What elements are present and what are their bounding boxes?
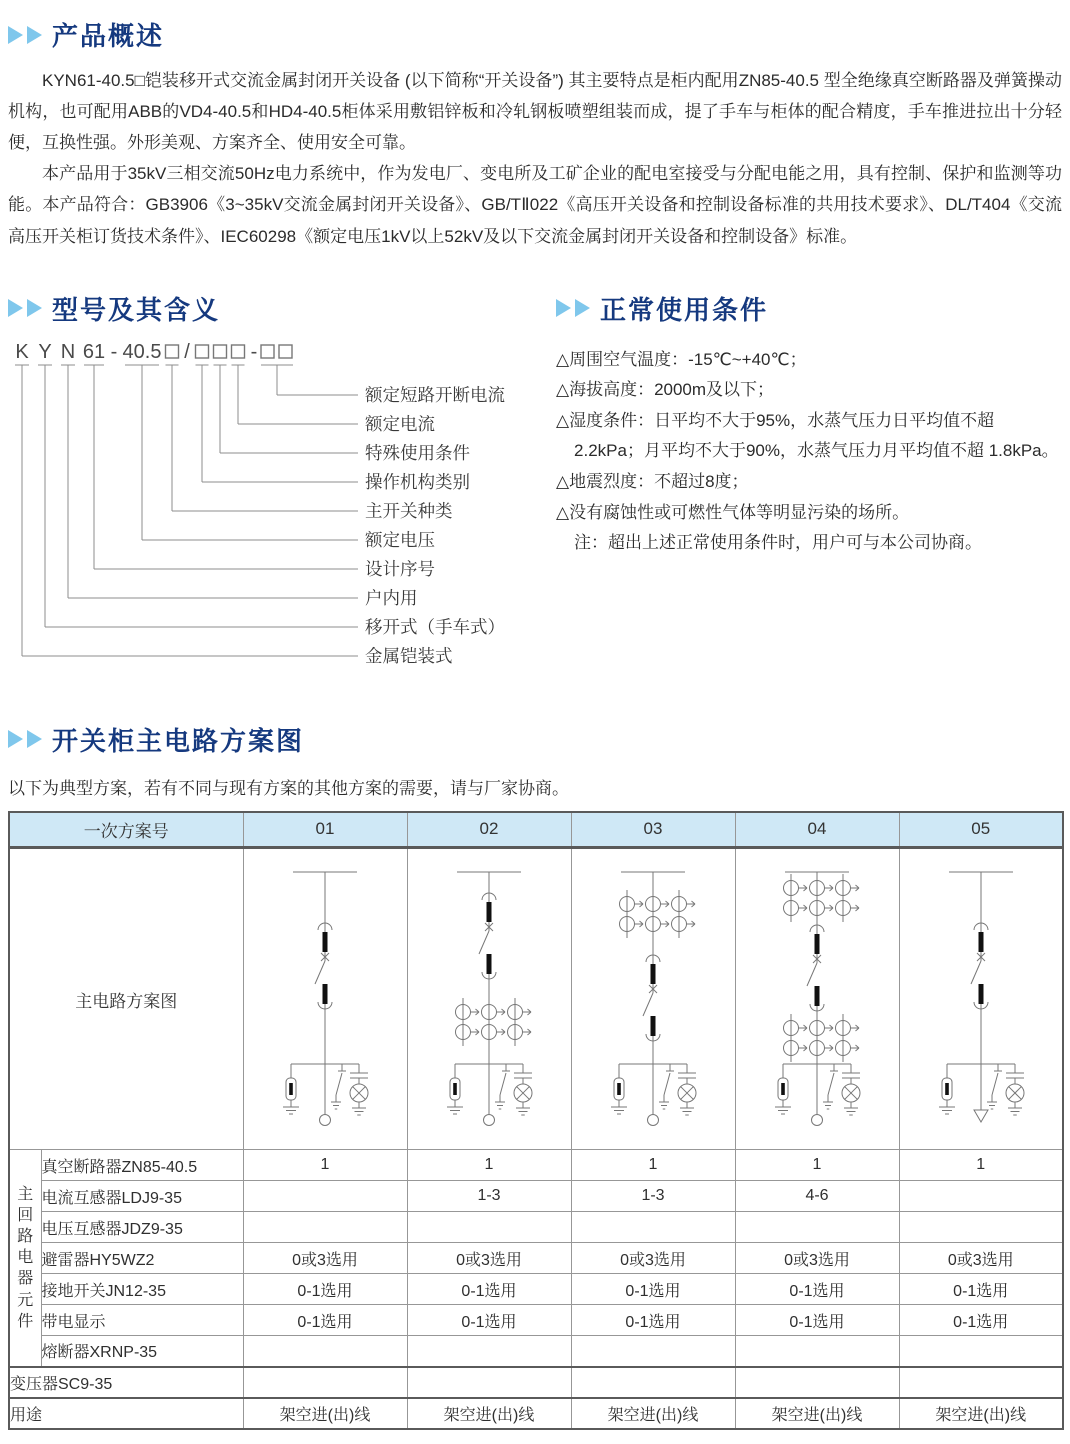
heading-arrow-icon — [575, 299, 590, 317]
value-cell — [243, 1212, 407, 1243]
section-title: 产品概述 — [52, 21, 165, 51]
svg-text:金属铠装式: 金属铠装式 — [365, 645, 453, 666]
heading-arrow-icon — [8, 299, 23, 317]
value-cell: 1 — [407, 1150, 571, 1181]
component-label: 变压器SC9-35 — [9, 1367, 243, 1398]
condition-item: △没有腐蚀性或可燃性气体等明显污染的场所。 — [556, 502, 910, 522]
component-row — [9, 1212, 1063, 1243]
value-cell — [571, 1212, 735, 1243]
scheme-number-header: 05 — [899, 812, 1063, 848]
schemes-section — [8, 721, 1062, 1430]
component-row — [9, 1305, 1063, 1336]
svg-text:特殊使用条件: 特殊使用条件 — [365, 442, 470, 463]
scheme-diagram-cell-02 — [407, 848, 571, 1150]
diagram-row — [9, 848, 1063, 1150]
model-designation-diagram — [8, 339, 556, 691]
component-label: 避雷器HY5WZ2 — [41, 1243, 243, 1274]
svg-text:40.5: 40.5 — [122, 340, 162, 363]
component-label: 接地开关JN12-35 — [41, 1274, 243, 1305]
svg-text:Y: Y — [38, 340, 52, 363]
value-cell: 0或3选用 — [735, 1243, 899, 1274]
component-label: 真空断路器ZN85-40.5 — [41, 1150, 243, 1181]
svg-text:户内用: 户内用 — [365, 587, 418, 608]
scheme-05-diagram — [901, 852, 1061, 1146]
conditions-section — [556, 280, 1062, 691]
overview-heading — [8, 16, 1062, 53]
heading-arrow-icon — [556, 299, 571, 317]
svg-text:额定电压: 额定电压 — [365, 529, 435, 550]
overview-paragraph-1: KYN61-40.5□铠装移开式交流金属封闭开关设备 (以下简称“开关设备”) 其主要特点是柜内配用ZN85-40.5 型全绝缘真空断路器及弹簧操动机构，也可配用ABB的VD4-40.5和HD4-40.5柜体采用敷铝锌板和冷轧钢板喷塑组装而成，提了手车与柜体的配合精度，手车推进拉出十分轻便，互换性强。外形美观、方案齐全、使用安全可靠。 — [8, 71, 1062, 153]
value-cell: 1 — [571, 1150, 735, 1181]
svg-text:61: 61 — [82, 340, 106, 363]
diagram-row-label: 主电路方案图 — [9, 848, 243, 1150]
condition-item: △地震烈度：不超过8度； — [556, 472, 749, 492]
value-cell: 1-3 — [407, 1181, 571, 1212]
heading-arrow-icon — [8, 26, 23, 44]
value-cell: 0或3选用 — [243, 1243, 407, 1274]
value-cell — [571, 1367, 735, 1398]
value-cell: 1 — [735, 1150, 899, 1181]
scheme-02-diagram — [409, 852, 569, 1146]
svg-text:-: - — [110, 340, 118, 363]
value-cell — [735, 1336, 899, 1367]
svg-text:K: K — [15, 340, 29, 363]
value-cell: 架空进(出)线 — [571, 1398, 735, 1429]
scheme-number-header: 01 — [243, 812, 407, 848]
svg-text:额定电流: 额定电流 — [365, 413, 435, 434]
component-label: 带电显示 — [41, 1305, 243, 1336]
value-cell: 0-1选用 — [735, 1305, 899, 1336]
component-label: 用途 — [9, 1398, 243, 1429]
value-cell: 架空进(出)线 — [899, 1398, 1063, 1429]
svg-text:N: N — [60, 340, 76, 363]
heading-arrow-icon — [8, 730, 23, 748]
value-cell: 0-1选用 — [571, 1305, 735, 1336]
value-cell — [407, 1336, 571, 1367]
value-cell — [407, 1212, 571, 1243]
value-cell: 4-6 — [735, 1181, 899, 1212]
component-row — [9, 1336, 1063, 1367]
value-cell: 0-1选用 — [407, 1305, 571, 1336]
model-section — [8, 280, 556, 691]
svg-text:设计序号: 设计序号 — [365, 558, 435, 579]
value-cell: 0或3选用 — [899, 1243, 1063, 1274]
svg-text:操作机构类别: 操作机构类别 — [365, 471, 470, 492]
value-cell: 0-1选用 — [243, 1305, 407, 1336]
overview-section — [8, 16, 1062, 252]
schemes-heading — [8, 721, 1062, 758]
scheme-diagram-cell-04 — [735, 848, 899, 1150]
value-cell: 0-1选用 — [243, 1274, 407, 1305]
scheme-number-header: 02 — [407, 812, 571, 848]
scheme-03-diagram — [573, 852, 733, 1146]
component-label: 熔断器XRNP-35 — [41, 1336, 243, 1367]
overview-paragraph-2: 本产品用于35kV三相交流50Hz电力系统中，作为发电厂、变电所及工矿企业的配电室接受与分配电能之用，具有控制、保护和监测等功能。本产品符合：GB3906《3~35kV交流金属封闭开关设备》、GB/TⅡ022《高压开关设备和控制设备标准的共用技术要求》、DL/T404《交流高压开关柜订货技术条件》、IEC60298《额定电压1kV以上52kV及以下交流金属封闭开关设备和控制设备》标准。 — [8, 164, 1062, 246]
value-cell — [899, 1367, 1063, 1398]
section-title: 型号及其含义 — [52, 294, 221, 325]
value-cell: 1 — [243, 1150, 407, 1181]
condition-item: △海拔高度：2000m及以下； — [556, 380, 775, 400]
conditions-heading — [556, 290, 1062, 327]
schemes-note: 以下为典型方案，若有不同与现有方案的其他方案的需要，请与厂家协商。 — [8, 778, 569, 798]
component-row — [9, 1398, 1063, 1429]
scheme-number-header: 03 — [571, 812, 735, 848]
heading-arrow-icon — [27, 26, 42, 44]
value-cell — [243, 1336, 407, 1367]
value-cell: 0-1选用 — [899, 1274, 1063, 1305]
table-header-row — [9, 812, 1063, 848]
condition-item: △湿度条件：日平均不大于95%，水蒸气压力日平均值不超 2.2kPa；月平均不大于90%，水蒸气压力月平均值不超 1.8kPa。 — [556, 410, 1059, 461]
heading-arrow-icon — [27, 730, 42, 748]
value-cell — [735, 1212, 899, 1243]
value-cell — [899, 1181, 1063, 1212]
corner-header: 一次方案号 — [9, 812, 243, 848]
component-row — [9, 1367, 1063, 1398]
conditions-list — [556, 345, 1062, 559]
scheme-diagram-cell-03 — [571, 848, 735, 1150]
value-cell: 0-1选用 — [735, 1274, 899, 1305]
svg-text:-: - — [250, 340, 258, 363]
value-cell — [243, 1181, 407, 1212]
value-cell — [899, 1336, 1063, 1367]
section-title: 正常使用条件 — [600, 294, 769, 325]
group-label-vertical: 主 回 路 电 器 元 件 — [9, 1150, 41, 1367]
value-cell — [735, 1367, 899, 1398]
schemes-table — [8, 811, 1064, 1430]
value-cell: 0或3选用 — [571, 1243, 735, 1274]
value-cell — [571, 1336, 735, 1367]
component-label: 电压互感器JDZ9-35 — [41, 1212, 243, 1243]
value-cell: 1-3 — [571, 1181, 735, 1212]
heading-arrow-icon — [27, 299, 42, 317]
value-cell: 架空进(出)线 — [735, 1398, 899, 1429]
scheme-diagram-cell-05 — [899, 848, 1063, 1150]
value-cell: 架空进(出)线 — [243, 1398, 407, 1429]
value-cell: 0-1选用 — [571, 1274, 735, 1305]
value-cell: 架空进(出)线 — [407, 1398, 571, 1429]
middle-columns — [8, 280, 1062, 691]
value-cell — [899, 1212, 1063, 1243]
svg-text:额定短路开断电流: 额定短路开断电流 — [365, 384, 505, 405]
value-cell: 0-1选用 — [407, 1274, 571, 1305]
value-cell: 1 — [899, 1150, 1063, 1181]
component-row — [9, 1274, 1063, 1305]
model-heading — [8, 290, 556, 327]
value-cell — [407, 1367, 571, 1398]
component-label: 电流互感器LDJ9-35 — [41, 1181, 243, 1212]
section-title: 开关柜主电路方案图 — [52, 725, 305, 756]
component-row — [9, 1181, 1063, 1212]
condition-note: 注：超出上述正常使用条件时，用户可与本公司协商。 — [574, 533, 983, 553]
value-cell — [243, 1367, 407, 1398]
component-row — [9, 1150, 1063, 1181]
value-cell: 0或3选用 — [407, 1243, 571, 1274]
scheme-04-diagram — [737, 852, 897, 1146]
value-cell: 0-1选用 — [899, 1305, 1063, 1336]
svg-text:主开关种类: 主开关种类 — [365, 500, 453, 521]
svg-text:移开式（手车式）: 移开式（手车式） — [365, 616, 505, 637]
condition-item: △周围空气温度：-15℃~+40℃； — [556, 349, 807, 369]
scheme-01-diagram — [245, 852, 405, 1146]
component-row — [9, 1243, 1063, 1274]
scheme-number-header: 04 — [735, 812, 899, 848]
svg-text:/: / — [184, 340, 190, 363]
scheme-diagram-cell-01 — [243, 848, 407, 1150]
